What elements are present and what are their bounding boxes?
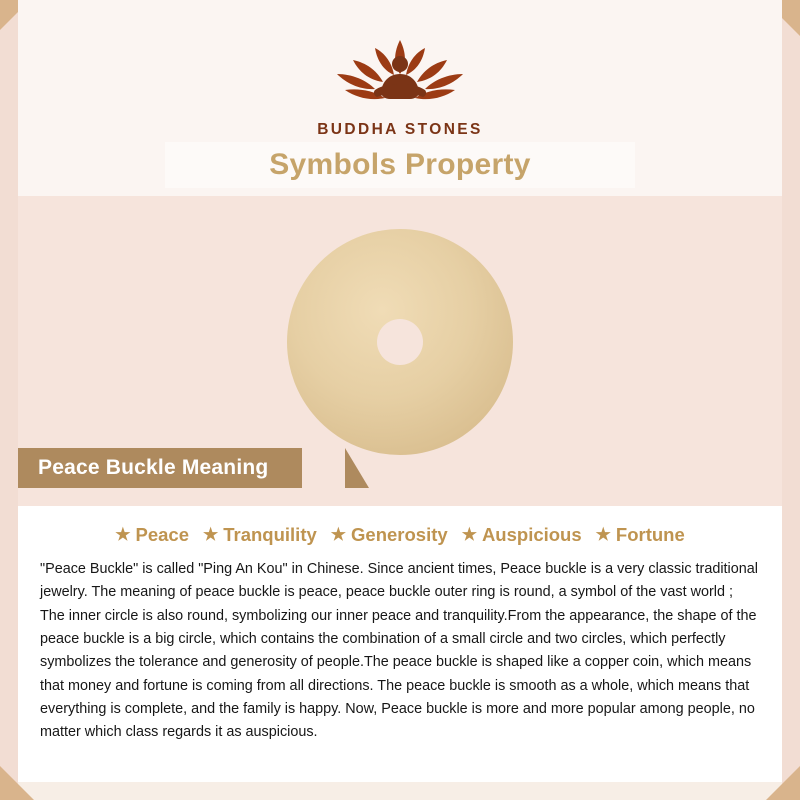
lotus-meditation-icon [315, 22, 485, 117]
keyword-list [18, 506, 782, 546]
section-ribbon [18, 448, 302, 488]
keyword-item [462, 524, 582, 546]
star-icon: ★ [461, 525, 477, 544]
brand-logo-block [0, 22, 800, 139]
brand-name: BUDDHA STONES [317, 121, 483, 138]
product-image-stage [18, 222, 782, 462]
description-panel [18, 506, 782, 782]
star-icon: ★ [115, 525, 131, 544]
peace-buckle-disc [287, 229, 513, 455]
keyword-label: Generosity [351, 524, 448, 545]
keyword-label: Peace [135, 524, 189, 545]
star-icon: ★ [330, 525, 347, 544]
page-title: Symbols Property [269, 148, 531, 181]
keyword-item [115, 524, 189, 546]
description-paragraph: "Peace Buckle" is called "Ping An Kou" in Chinese. Since ancient times, Peace buckle is a very classic traditional jewelry. The meaning of peace buckle is peace, peace buckle outer ring is round, a symbol of the vast world ; The inner circle is also round, symbolizing our inner peace and tranquility.From the appearance, the shape of the peace buckle is a big circle, which contains the combination of a small circle and two circles, which perfectly symbolizes the tolerance and generosity of people.The peace buckle is shaped like a copper coin, which means that money and fortune is coming from all directions. The peace buckle is smooth as a whole, which means that everything is complete, and the family is happy. Now, Peace buckle is more and more popular among people, no matter which class regards it as auspicious. [40, 561, 758, 741]
keyword-item [203, 524, 317, 546]
section-ribbon-tail [345, 448, 369, 488]
keyword-item [596, 524, 685, 546]
keyword-label: Fortune [615, 524, 685, 545]
star-icon: ★ [595, 525, 611, 544]
keyword-label: Tranquility [223, 524, 317, 545]
keyword-item [331, 524, 448, 546]
keyword-label: Auspicious [481, 524, 582, 545]
section-ribbon-label: Peace Buckle Meaning [38, 456, 269, 479]
title-banner [165, 142, 635, 188]
star-icon: ★ [202, 525, 219, 544]
